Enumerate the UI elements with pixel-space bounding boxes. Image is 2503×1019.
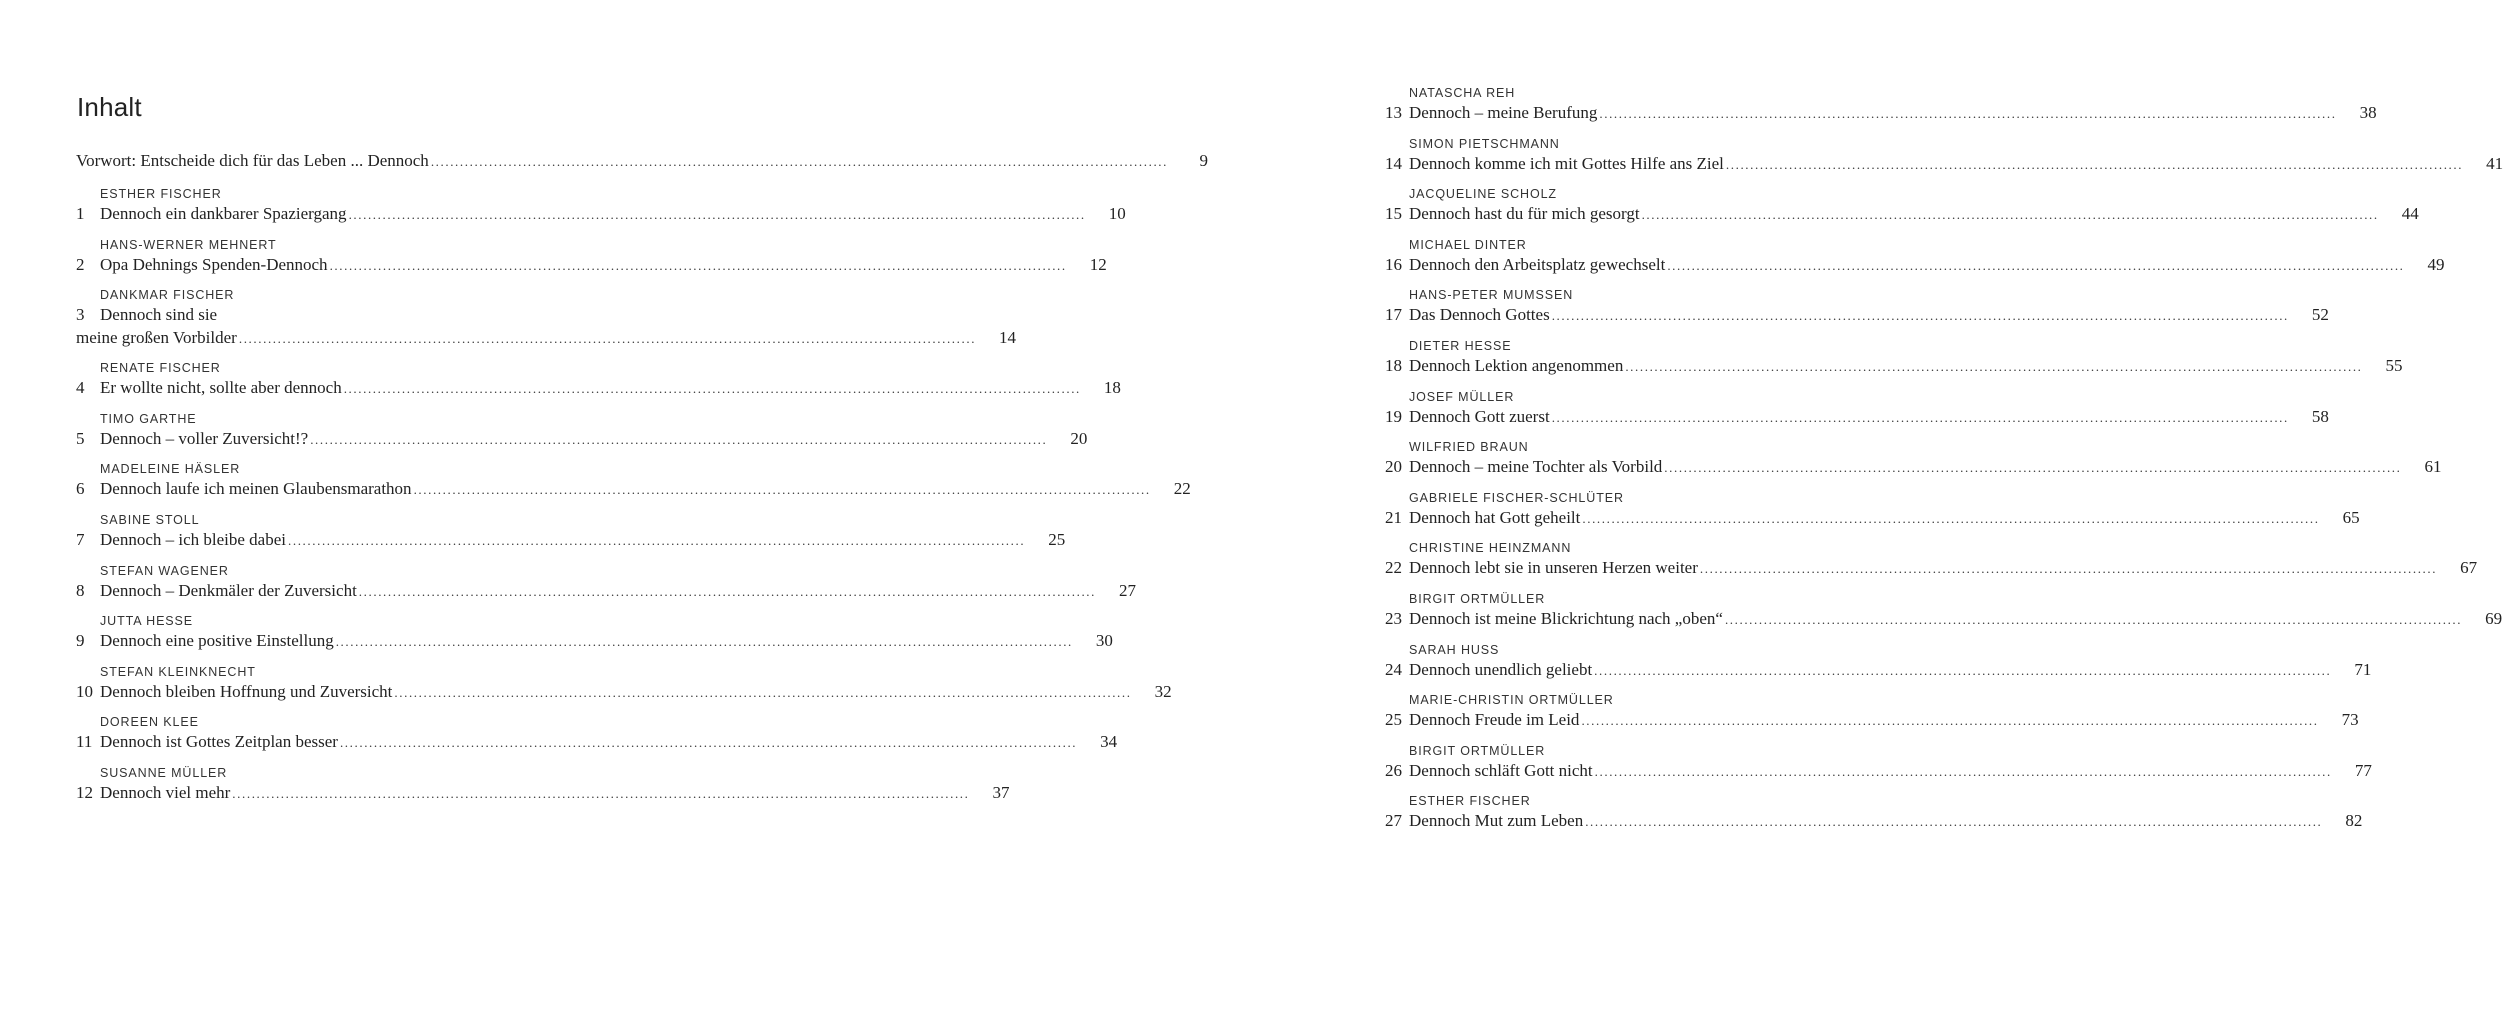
entry-page: 58 (2311, 406, 2329, 426)
entry-title: Dennoch – meine Tochter als Vorbild (1409, 457, 1663, 477)
toc-entry[interactable] (76, 605, 1113, 656)
entry-author: BIRGIT ORTMÜLLER (1409, 743, 1546, 758)
entry-number: 15 (1385, 204, 1402, 224)
entry-title: Vorwort: Entscheide dich für das Leben ... Dennoch (76, 151, 429, 170)
dot-leader (330, 256, 1067, 276)
entry-title: Dennoch schläft Gott nicht (1409, 760, 1593, 780)
dot-leader (340, 733, 1077, 753)
entry-author: DANKMAR FISCHER (100, 288, 235, 303)
entry-title: Dennoch bleiben Hoffnung und Zuversicht (100, 681, 393, 701)
entry-author: NATASCHA REH (1409, 86, 1516, 100)
dot-leader (1581, 711, 2318, 731)
dot-leader (1582, 509, 2319, 529)
entry-number: 19 (1385, 406, 1402, 426)
entry-page: 27 (1119, 580, 1136, 600)
entry-title-line2: meine großen Vorbilder (76, 328, 237, 348)
entry-page: 34 (1100, 732, 1118, 752)
entry-number: 1 (76, 204, 85, 223)
dot-leader (1625, 357, 2362, 377)
toc-entry[interactable] (76, 229, 1107, 280)
toc-entry[interactable] (1385, 77, 2377, 128)
entry-author: RENATE FISCHER (100, 361, 221, 376)
dot-leader (1595, 762, 2332, 782)
page-title: Inhalt (77, 92, 142, 122)
dot-leader (1667, 256, 2404, 276)
entry-number: 18 (1385, 355, 1402, 375)
entry-page: 37 (992, 782, 1010, 802)
toc-entry[interactable] (1385, 583, 2503, 634)
entry-author: STEFAN KLEINKNECHT (100, 664, 256, 679)
dot-leader (1594, 661, 2331, 681)
entry-page: 44 (2401, 204, 2419, 224)
toc-entry[interactable] (76, 656, 1172, 707)
entry-title: Dennoch Lektion angenommen (1409, 355, 1624, 375)
entry-title: Dennoch – voller Zuversicht!? (100, 428, 309, 448)
entry-number: 7 (76, 529, 85, 549)
entry-author: ESTHER FISCHER (1409, 794, 1531, 809)
entry-page: 12 (1089, 254, 1107, 274)
dot-leader (1642, 205, 2379, 225)
entry-number: 23 (1385, 608, 1402, 628)
entry-number: 3 (76, 305, 85, 325)
entry-number: 20 (1385, 457, 1402, 477)
toc-entry[interactable] (1385, 178, 2419, 229)
toc-entry[interactable] (1385, 330, 2403, 381)
entry-number: 9 (76, 631, 85, 651)
entry-page: 38 (2359, 103, 2377, 122)
toc-entry[interactable] (1385, 381, 2329, 432)
entry-author: SUSANNE MÜLLER (100, 765, 228, 780)
entry-author: GABRIELE FISCHER-SCHLÜTER (1409, 490, 1624, 505)
toc-entry[interactable] (76, 279, 1017, 352)
entry-number: 25 (1385, 710, 1402, 730)
entry-author: SIMON PIETSCHMANN (1409, 136, 1560, 151)
entry-title: Dennoch Freude im Leid (1409, 710, 1580, 730)
dot-leader (239, 329, 976, 349)
entry-page: 30 (1095, 631, 1113, 651)
entry-page: 52 (2311, 305, 2329, 325)
dot-leader (1599, 104, 2336, 124)
entry-title: Dennoch viel mehr (100, 782, 231, 802)
entry-page: 55 (2385, 355, 2403, 375)
entry-author: SARAH HUSS (1409, 642, 1500, 657)
entry-number: 2 (76, 254, 85, 274)
toc-entry[interactable] (1385, 482, 2360, 533)
entry-author: DIETER HESSE (1409, 338, 1512, 353)
entry-author: WILFRIED BRAUN (1409, 440, 1529, 455)
entry-title: Opa Dehnings Spenden-Dennoch (100, 254, 328, 274)
entry-author: CHRISTINE HEINZMANN (1409, 541, 1572, 556)
dot-leader (349, 205, 1086, 225)
dot-leader (1552, 408, 2289, 428)
entry-number: 11 (76, 732, 93, 752)
entry-title: Dennoch – meine Berufung (1409, 103, 1598, 122)
entry-page: 20 (1070, 428, 1088, 448)
toc-entry[interactable] (76, 504, 1066, 555)
entry-author: BIRGIT ORTMÜLLER (1409, 591, 1546, 606)
entry-page: 41 (2486, 153, 2503, 173)
dot-leader (1664, 458, 2401, 478)
entry-page: 22 (1173, 479, 1191, 499)
entry-title: Dennoch sind sie (100, 305, 218, 325)
entry-page: 82 (2345, 811, 2363, 831)
entry-author: JACQUELINE SCHOLZ (1409, 187, 1557, 202)
dot-leader (414, 480, 1151, 500)
dot-leader (336, 632, 1073, 652)
entry-author: STEFAN WAGENER (100, 563, 229, 578)
entry-number: 5 (76, 428, 85, 448)
dot-leader (431, 152, 1168, 172)
entry-page: 71 (2354, 659, 2372, 679)
dot-leader (344, 379, 1081, 399)
entry-page: 77 (2354, 760, 2372, 780)
entry-author: MARIE-CHRISTIN ORTMÜLLER (1409, 693, 1614, 708)
entry-title: Dennoch laufe ich meinen Glaubensmarathon (100, 479, 412, 499)
toc-entry[interactable] (1385, 684, 2359, 735)
dot-leader (359, 582, 1096, 602)
entry-title: Dennoch lebt sie in unseren Herzen weiter (1409, 558, 1698, 578)
entry-page: 14 (999, 328, 1017, 348)
entry-author: HANS-WERNER MEHNERT (100, 237, 277, 252)
toc-entry[interactable] (1385, 735, 2372, 786)
dot-leader (1726, 155, 2463, 175)
entry-title: Dennoch hat Gott geheilt (1409, 507, 1581, 527)
entry-number: 21 (1385, 507, 1402, 527)
entry-title: Dennoch unendlich geliebt (1409, 659, 1593, 679)
dot-leader (1700, 559, 2437, 579)
toc-entry[interactable] (76, 178, 1126, 229)
entry-number: 26 (1385, 760, 1402, 780)
entry-number: 16 (1385, 254, 1402, 274)
entry-author: JUTTA HESSE (100, 614, 194, 629)
dot-leader (288, 531, 1025, 551)
toc-entry[interactable] (1385, 279, 2329, 330)
entry-title: Dennoch Gott zuerst (1409, 406, 1550, 426)
entry-title: Dennoch hast du für mich gesorgt (1409, 204, 1640, 224)
entry-page: 32 (1154, 681, 1172, 701)
entry-title: Dennoch ein dankbarer Spaziergang (100, 204, 347, 223)
toc-list-right (1385, 77, 2503, 836)
dot-leader (394, 683, 1131, 703)
entry-author: JOSEF MÜLLER (1409, 389, 1515, 404)
entry-title: Dennoch eine positive Einstellung (100, 631, 334, 651)
entry-number: 10 (76, 681, 93, 701)
entry-title: Er wollte nicht, sollte aber dennoch (100, 378, 342, 398)
entry-author: MADELEINE HÄSLER (100, 462, 241, 477)
entry-page: 61 (2424, 457, 2442, 477)
entry-author: SABINE STOLL (100, 512, 200, 527)
toc-entry[interactable] (76, 352, 1121, 403)
entry-page: 18 (1103, 378, 1121, 398)
entry-author: TIMO GARTHE (100, 411, 197, 426)
toc-entry[interactable] (1385, 431, 2442, 482)
entry-number: 13 (1385, 103, 1402, 122)
entry-number: 27 (1385, 811, 1402, 831)
toc-entry[interactable] (76, 757, 1010, 808)
dot-leader (310, 430, 1047, 450)
entry-title: Dennoch – ich bleibe dabei (100, 529, 286, 549)
entry-author: HANS-PETER MUMSSEN (1409, 288, 1574, 303)
entry-page: 65 (2342, 507, 2360, 527)
entry-page: 67 (2460, 558, 2478, 578)
entry-page: 10 (1108, 204, 1126, 223)
toc-entry[interactable] (1385, 128, 2503, 179)
toc-list-left (76, 148, 1209, 808)
entry-author: MICHAEL DINTER (1409, 237, 1527, 252)
entry-number: 14 (1385, 153, 1402, 173)
toc-foreword[interactable] (76, 148, 1209, 178)
entry-page: 9 (1199, 151, 1209, 170)
entry-number: 22 (1385, 558, 1402, 578)
toc-entry[interactable] (1385, 229, 2445, 280)
toc-entry[interactable] (76, 706, 1118, 757)
toc-entry[interactable] (76, 453, 1191, 504)
entry-author: ESTHER FISCHER (100, 187, 222, 201)
entry-title: Das Dennoch Gottes (1409, 305, 1550, 325)
dot-leader (1552, 306, 2289, 326)
entry-page: 69 (2485, 608, 2503, 628)
entry-number: 17 (1385, 305, 1402, 325)
toc-entry[interactable] (76, 555, 1136, 606)
dot-leader (1585, 812, 2322, 832)
toc-entry[interactable] (1385, 532, 2478, 583)
entry-number: 12 (76, 782, 93, 802)
entry-title: Dennoch komme ich mit Gottes Hilfe ans Ziel (1409, 153, 1724, 173)
entry-number: 6 (76, 479, 85, 499)
entry-page: 73 (2341, 710, 2359, 730)
entry-number: 4 (76, 378, 85, 398)
entry-author: DOREEN KLEE (100, 715, 199, 730)
dot-leader (232, 784, 969, 804)
dot-leader (1725, 610, 2462, 630)
toc-entry[interactable] (1385, 634, 2372, 685)
entry-title: Dennoch den Arbeitsplatz gewechselt (1409, 254, 1666, 274)
entry-page: 25 (1048, 529, 1066, 549)
toc-entry[interactable] (1385, 785, 2363, 836)
entry-title: Dennoch ist Gottes Zeitplan besser (100, 732, 338, 752)
entry-number: 8 (76, 580, 85, 600)
entry-title: Dennoch Mut zum Leben (1409, 811, 1584, 831)
toc-entry[interactable] (76, 403, 1088, 454)
entry-title: Dennoch – Denkmäler der Zuversicht (100, 580, 357, 600)
entry-number: 24 (1385, 659, 1402, 679)
entry-title: Dennoch ist meine Blickrichtung nach „oben“ (1409, 608, 1723, 628)
entry-page: 49 (2427, 254, 2445, 274)
